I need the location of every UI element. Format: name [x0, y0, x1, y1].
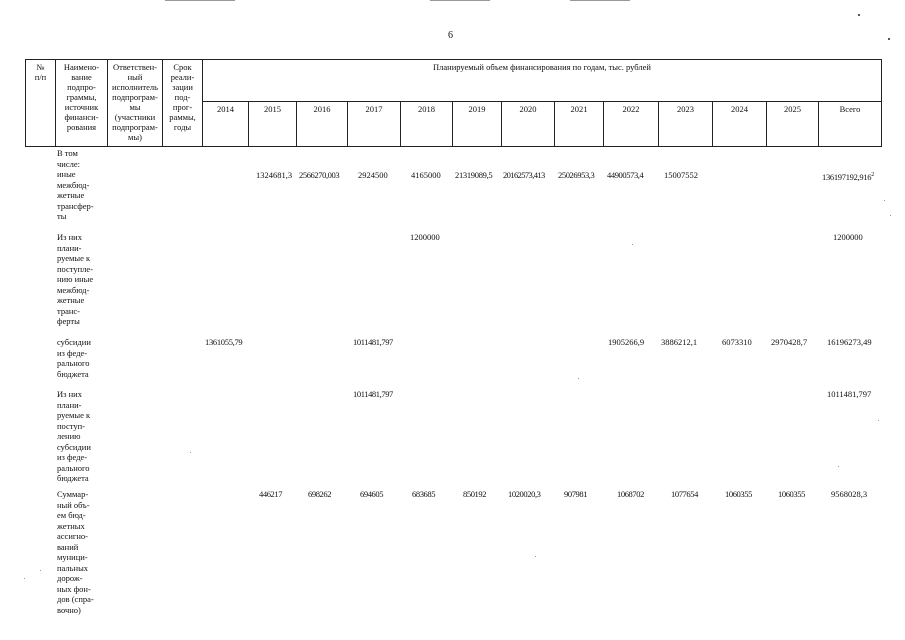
row-total: 1011481,797: [827, 389, 872, 399]
header-year: 2021: [570, 104, 588, 114]
header-year: 2020: [519, 104, 537, 114]
row-value: 2566270,003: [299, 170, 340, 180]
header-total: Всего: [839, 104, 861, 114]
row-value: 907981: [564, 489, 588, 499]
row-value: 1068702: [617, 489, 644, 499]
row-value: 15007552: [664, 170, 698, 180]
row-value: 44900573,4: [607, 170, 644, 180]
row-value: 2970428,7: [771, 337, 808, 347]
scan-speck: [838, 466, 839, 467]
row-value: 850192: [463, 489, 487, 499]
header-year: 2025: [784, 104, 801, 114]
row-value: 21319089,5: [455, 170, 493, 180]
scan-speck: [40, 570, 41, 571]
row-value: 1324681,3: [256, 170, 293, 180]
header-year: 2023: [677, 104, 694, 114]
row-value: 1077654: [671, 489, 698, 499]
header-term: Срок реали- зации под- прог- раммы, годы: [169, 62, 196, 132]
scan-edge-mark: [430, 0, 490, 1]
header-name: Наимено- вание подпро- граммы, источник финанси- рования: [63, 62, 100, 132]
row-total: 136197192,916$^2$: [822, 171, 874, 182]
header-number: № п/п: [34, 62, 47, 82]
row-value: 698262: [308, 489, 332, 499]
scan-speck: [858, 14, 860, 16]
scan-speck: [24, 578, 25, 579]
row-value: 25026953,3: [558, 170, 595, 180]
scan-speck: [884, 200, 885, 201]
row-value: 1060355: [778, 489, 805, 499]
scan-speck: [888, 38, 890, 40]
row-total: 16196273,49: [827, 337, 872, 347]
scan-speck: [878, 420, 879, 421]
scan-speck: [535, 556, 536, 557]
scan-speck: [578, 378, 579, 379]
row-total: 1200000: [833, 232, 863, 242]
row-value: 6073310: [722, 337, 752, 347]
header-year: 2017: [365, 104, 383, 114]
row-name: Из них плани- руемые к поступ- лению субсидии из феде- рального бюджета: [57, 389, 91, 483]
header-year: 2016: [313, 104, 331, 114]
row-value: 3886212,1: [661, 337, 698, 347]
row-name: В том числе: иные межбюд- жетные трансфер- ты: [57, 148, 94, 221]
header-year: 2022: [622, 104, 640, 114]
header-responsible: Ответствен- ный исполнитель подпрограм- мы (участники подпрограм- мы): [112, 62, 158, 142]
row-value: 446217: [259, 489, 283, 499]
header-year: 2018: [418, 104, 435, 114]
page-number: 6: [448, 30, 453, 41]
row-value: 2924500: [358, 170, 388, 180]
row-value: 1200000: [410, 232, 440, 242]
row-name: Суммар- ный объ- ем бюд- жетных ассигно- ваний муници- пальных дорож- ных фон- дов (спра- вочно): [57, 489, 94, 615]
row-value: 1361055,79: [205, 337, 243, 347]
header-year: 2019: [468, 104, 486, 114]
scan-edge-mark: [165, 0, 235, 1]
row-total: 9568028,3: [831, 489, 868, 499]
scan-speck: [190, 452, 191, 453]
row-name: Из них плани- руемые к поступле- нию иные межбюд- жетные транс- ферты: [57, 232, 94, 326]
row-value: 20162573,413: [503, 170, 545, 180]
row-name: субсидии из феде- рального бюджета: [57, 337, 91, 379]
row-value: 1060355: [725, 489, 752, 499]
row-value: 1011481,797: [353, 389, 393, 399]
header-year: 2014: [217, 104, 234, 114]
row-value: 4165000: [411, 170, 441, 180]
row-value: 1020020,3: [508, 489, 541, 499]
scan-speck: [632, 244, 633, 245]
row-value: 694605: [360, 489, 384, 499]
row-value: 683685: [412, 489, 436, 499]
row-value: 1905266,9: [608, 337, 645, 347]
header-funding: Планируемый объем финансирования по годам, тыс. рублей: [433, 62, 651, 72]
header-year: 2015: [264, 104, 281, 114]
header-year: 2024: [731, 104, 748, 114]
scan-edge-mark: [570, 0, 630, 1]
row-value: 1011481,797: [353, 337, 393, 347]
scan-speck: [890, 215, 891, 216]
